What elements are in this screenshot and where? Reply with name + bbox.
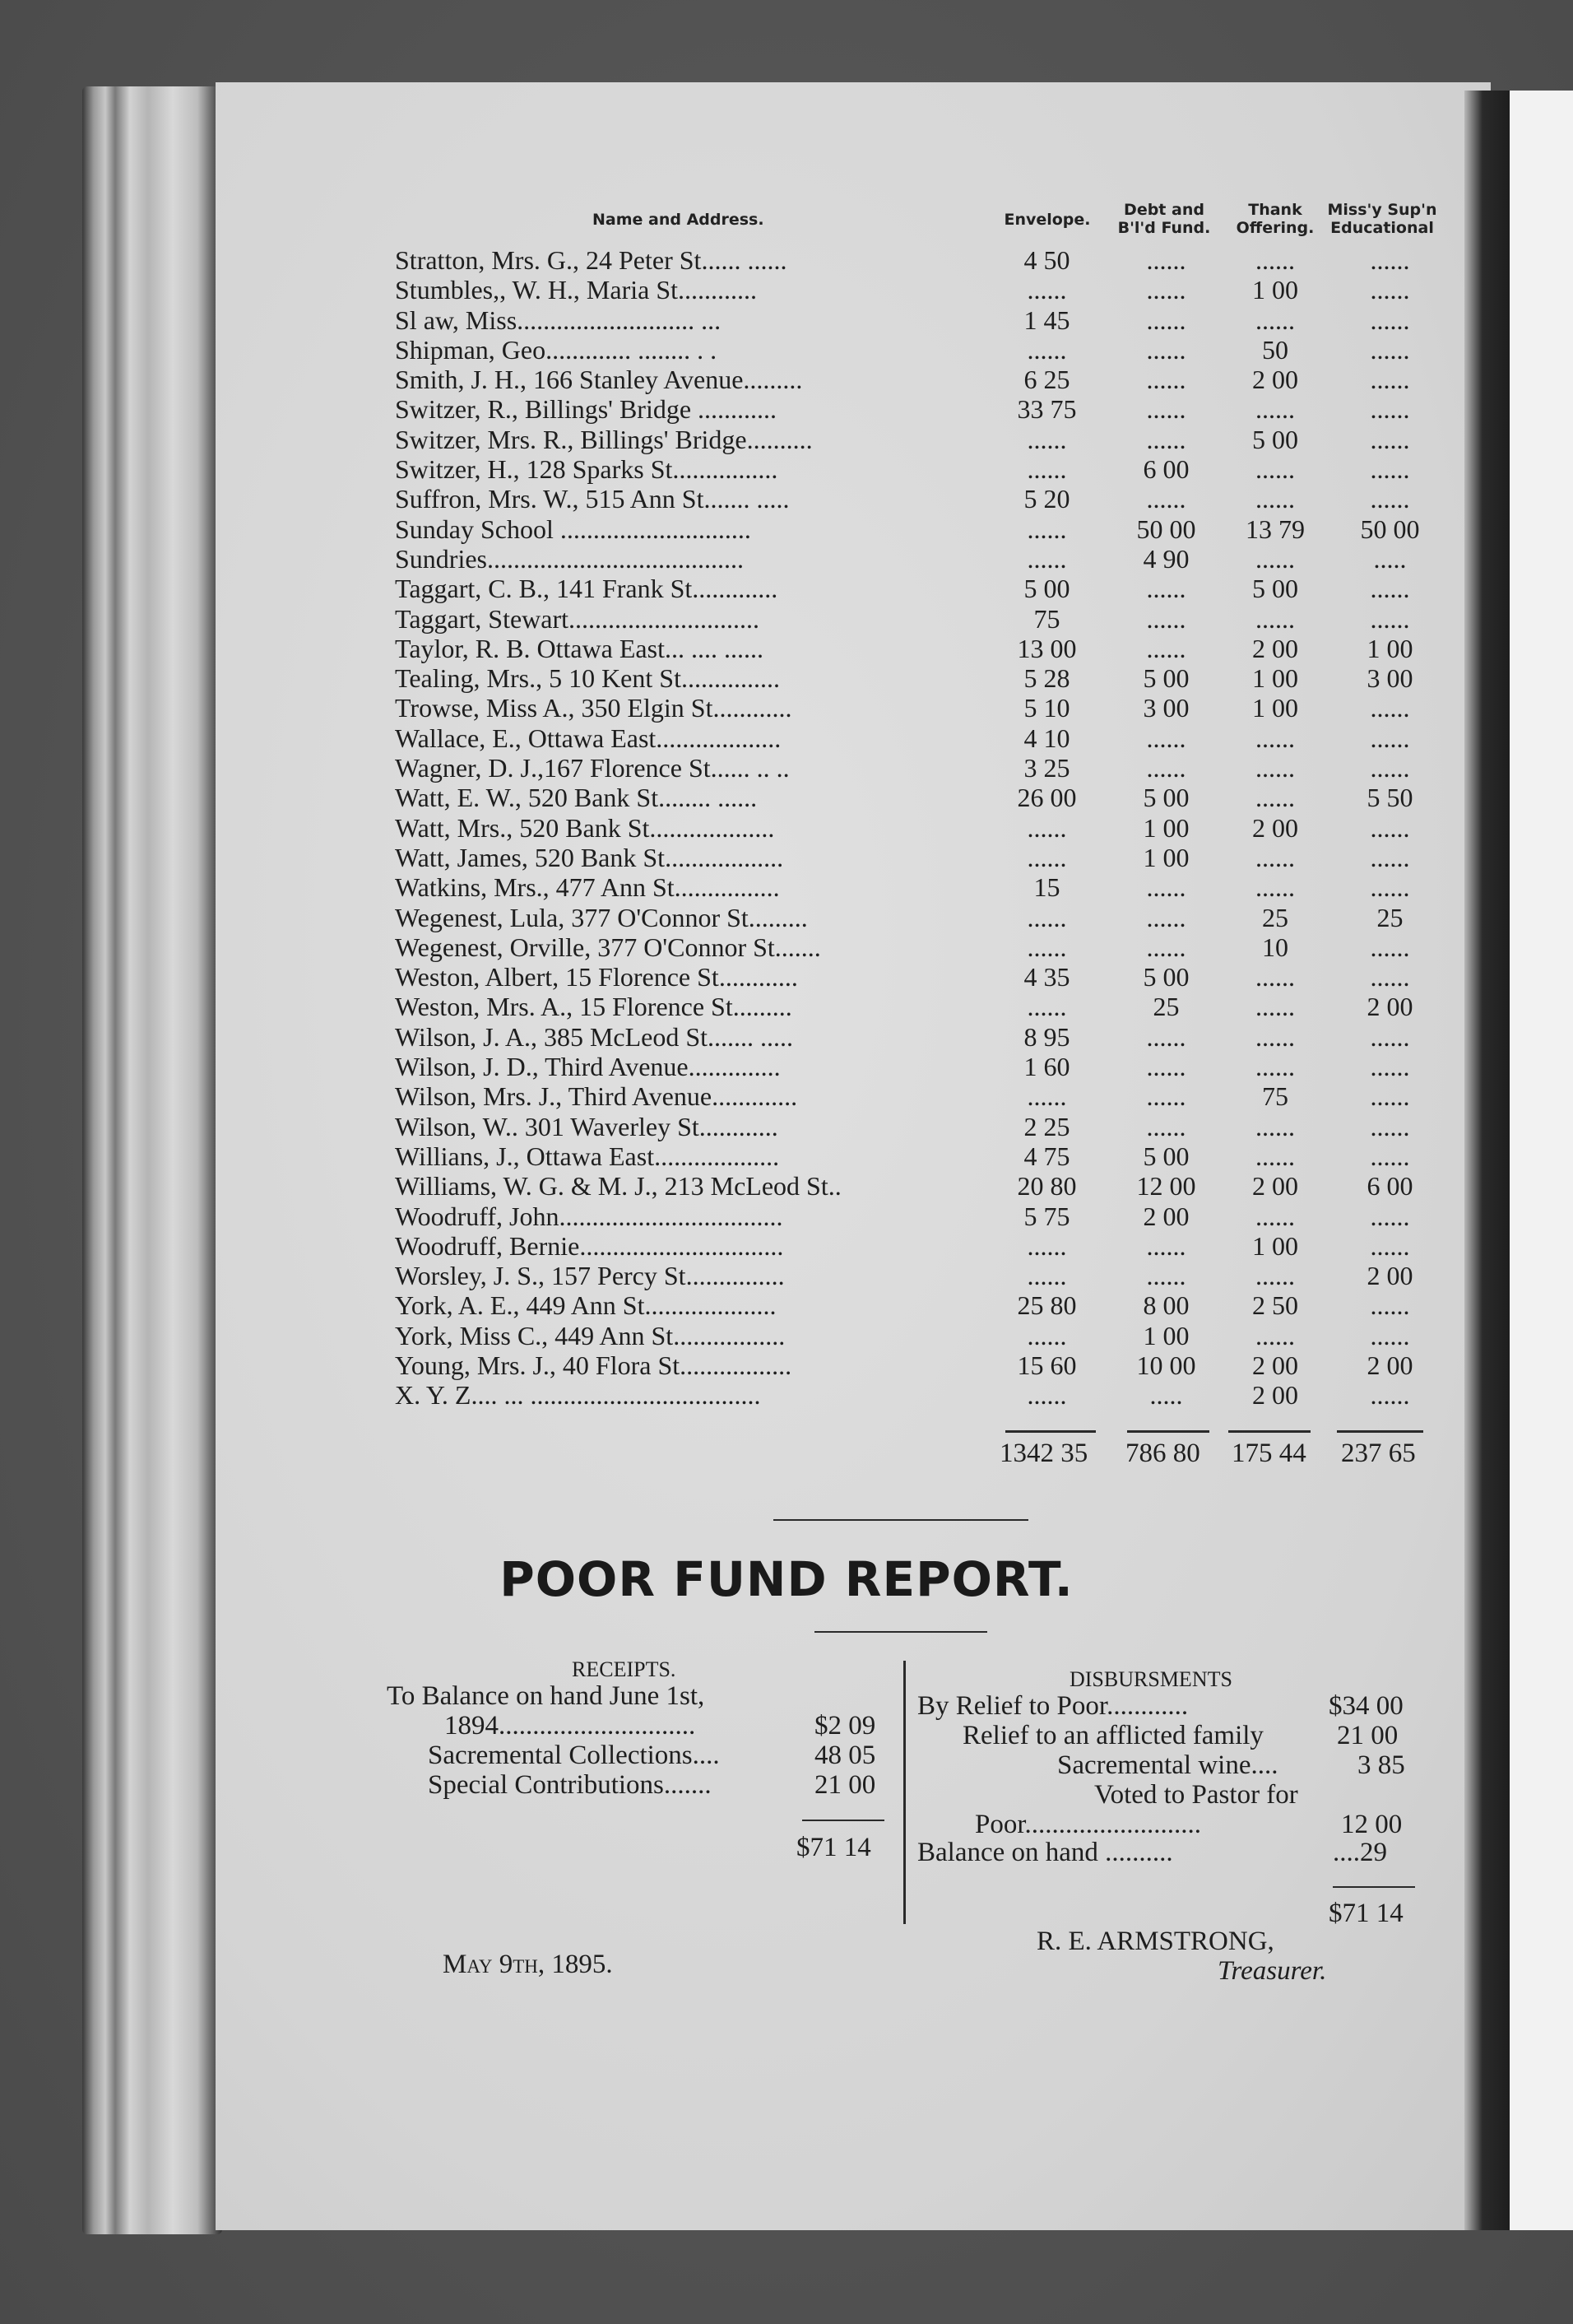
signature-name: R. E. ARMSTRONG, — [1037, 1927, 1274, 1956]
row-debt-fund: ...... — [1146, 365, 1186, 395]
table-row — [0, 693, 1481, 723]
table-row — [0, 1290, 1481, 1320]
row-thank-offering: ...... — [1255, 753, 1295, 783]
row-missionary: 6 00 — [1367, 1171, 1413, 1202]
row-thank-offering: 2 00 — [1252, 1171, 1298, 1202]
row-thank-offering: ...... — [1255, 842, 1295, 872]
table-row — [0, 454, 1481, 484]
row-debt-fund: 8 00 — [1143, 1290, 1190, 1321]
row-missionary: 5 50 — [1367, 783, 1413, 813]
table-row — [0, 992, 1481, 1021]
row-debt-fund: ...... — [1146, 1111, 1186, 1141]
row-envelope: ...... — [1027, 842, 1067, 872]
row-debt-fund: ...... — [1146, 1052, 1186, 1082]
row-missionary: ...... — [1370, 753, 1410, 783]
row-debt-fund: 5 00 — [1143, 783, 1190, 813]
row-debt-fund: 5 00 — [1143, 962, 1190, 992]
header-name-address — [592, 211, 764, 229]
row-thank-offering: 2 00 — [1252, 1350, 1298, 1380]
table-row — [0, 1171, 1481, 1201]
table-row — [0, 365, 1481, 394]
row-missionary: ...... — [1370, 1201, 1410, 1231]
row-thank-offering: ...... — [1255, 962, 1295, 992]
row-thank-offering: ...... — [1255, 603, 1295, 634]
table-row — [0, 903, 1481, 932]
table-row — [0, 1350, 1481, 1380]
row-envelope: 4 75 — [1023, 1141, 1070, 1171]
table-row — [0, 634, 1481, 663]
row-name: Wilson, J. D., Third Avenue.............. — [395, 1052, 781, 1082]
row-missionary: ...... — [1370, 334, 1410, 365]
row-envelope: 4 35 — [1023, 962, 1070, 992]
row-envelope: ...... — [1027, 454, 1067, 485]
row-name: Taggart, Stewart............................. — [395, 603, 760, 634]
receipts-line3-label: Sacremental Collections.... — [428, 1741, 720, 1770]
row-name: Woodruff, Bernie............................... — [395, 1230, 784, 1261]
row-thank-offering: ...... — [1255, 484, 1295, 514]
header-envelope — [998, 211, 1097, 229]
table-row — [0, 1141, 1481, 1171]
row-thank-offering: 25 — [1262, 902, 1288, 932]
row-name: Sunday School ............................. — [395, 514, 751, 544]
row-thank-offering: 1 00 — [1252, 1230, 1298, 1261]
row-thank-offering: 13 79 — [1246, 514, 1305, 544]
row-envelope: 8 95 — [1023, 1021, 1070, 1052]
row-envelope: 13 00 — [1017, 633, 1077, 663]
row-thank-offering: ...... — [1255, 454, 1295, 485]
row-thank-offering: 2 50 — [1252, 1290, 1298, 1321]
row-thank-offering: 2 00 — [1252, 1380, 1298, 1411]
row-debt-fund: 50 00 — [1136, 514, 1196, 544]
row-debt-fund: ...... — [1146, 424, 1186, 454]
disb-line3-amount: 3 85 — [1357, 1750, 1405, 1780]
row-thank-offering: ...... — [1255, 1201, 1295, 1231]
header-name-text: Name and Address. — [592, 211, 764, 229]
row-envelope: 5 10 — [1023, 693, 1070, 723]
row-missionary: 3 00 — [1367, 663, 1413, 694]
row-debt-fund: ...... — [1146, 304, 1186, 335]
row-envelope: ...... — [1027, 1230, 1067, 1261]
row-missionary: ...... — [1370, 275, 1410, 305]
row-envelope: 1 60 — [1023, 1052, 1070, 1082]
row-debt-fund: 10 00 — [1136, 1350, 1196, 1380]
row-name: Trowse, Miss A., 350 Elgin St............ — [395, 693, 792, 723]
row-envelope: 25 80 — [1017, 1290, 1077, 1321]
row-name: Stumbles,, W. H., Maria St............ — [395, 275, 758, 305]
row-missionary: ...... — [1370, 603, 1410, 634]
table-row — [0, 1261, 1481, 1290]
row-envelope: ...... — [1027, 543, 1067, 574]
row-debt-fund: ...... — [1146, 394, 1186, 425]
contributions-table — [0, 245, 1481, 1411]
row-missionary: ...... — [1370, 1111, 1410, 1141]
row-missionary: 50 00 — [1360, 514, 1420, 544]
row-thank-offering: ...... — [1255, 872, 1295, 903]
table-row — [0, 574, 1481, 603]
row-thank-offering: ...... — [1255, 1141, 1295, 1171]
header-envelope-text: Envelope. — [1004, 211, 1091, 229]
row-missionary: ...... — [1370, 932, 1410, 962]
table-row — [0, 753, 1481, 783]
row-thank-offering: ...... — [1255, 394, 1295, 425]
row-debt-fund: ..... — [1149, 1380, 1183, 1411]
report-column-divider — [903, 1661, 906, 1924]
row-envelope: ...... — [1027, 902, 1067, 932]
disbursements-heading: DISBURSMENTS — [1070, 1667, 1232, 1691]
row-envelope: 75 — [1033, 603, 1060, 634]
row-name: Tealing, Mrs., 5 10 Kent St............... — [395, 663, 780, 694]
row-name: Sl aw, Miss........................... ... — [395, 304, 722, 335]
row-envelope: 20 80 — [1017, 1171, 1077, 1202]
row-thank-offering: 1 00 — [1252, 275, 1298, 305]
row-missionary: 1 00 — [1367, 633, 1413, 663]
row-name: Young, Mrs. J., 40 Flora St................. — [395, 1350, 792, 1380]
row-debt-fund: ...... — [1146, 1081, 1186, 1112]
receipts-line1: To Balance on hand June 1st, — [387, 1681, 705, 1711]
row-debt-fund: ...... — [1146, 753, 1186, 783]
total-rule-thank — [1228, 1430, 1311, 1433]
row-thank-offering: ...... — [1255, 992, 1295, 1022]
disb-total-rule — [1333, 1886, 1415, 1888]
row-envelope: ...... — [1027, 812, 1067, 843]
row-name: Wilson, J. A., 385 McLeod St....... ..... — [395, 1021, 794, 1052]
row-missionary: ...... — [1370, 245, 1410, 275]
row-missionary: 2 00 — [1367, 1350, 1413, 1380]
table-row — [0, 1231, 1481, 1261]
row-missionary: ...... — [1370, 693, 1410, 723]
row-name: Williams, W. G. & M. J., 213 McLeod St.. — [395, 1171, 842, 1202]
table-row — [0, 932, 1481, 962]
table-row — [0, 484, 1481, 514]
disb-line5-label: Poor.......................... — [975, 1810, 1202, 1839]
row-thank-offering: ...... — [1255, 245, 1295, 275]
row-missionary: ...... — [1370, 1141, 1410, 1171]
row-missionary: ...... — [1370, 1081, 1410, 1112]
row-debt-fund: 25 — [1153, 992, 1180, 1022]
row-envelope: ...... — [1027, 1380, 1067, 1411]
row-envelope: 5 28 — [1023, 663, 1070, 694]
row-missionary: ...... — [1370, 424, 1410, 454]
row-name: Switzer, R., Billings' Bridge ............ — [395, 394, 777, 425]
row-name: Watt, Mrs., 520 Bank St................... — [395, 812, 775, 843]
row-thank-offering: 1 00 — [1252, 693, 1298, 723]
row-debt-fund: ...... — [1146, 633, 1186, 663]
table-row — [0, 1022, 1481, 1052]
table-row — [0, 1052, 1481, 1081]
row-envelope: ...... — [1027, 275, 1067, 305]
row-name: Shipman, Geo............. ........ . . — [395, 334, 717, 365]
row-envelope: 3 25 — [1023, 753, 1070, 783]
row-thank-offering: ...... — [1255, 723, 1295, 753]
row-envelope: ...... — [1027, 424, 1067, 454]
row-missionary: ...... — [1370, 723, 1410, 753]
row-thank-offering: 5 00 — [1252, 574, 1298, 604]
disb-line6-label: Balance on hand .......... — [917, 1838, 1173, 1867]
row-name: Suffron, Mrs. W., 515 Ann St....... ..... — [395, 484, 790, 514]
row-name: Wagner, D. J.,167 Florence St...... .. .. — [395, 753, 790, 783]
disb-line5-amount: 12 00 — [1341, 1810, 1403, 1839]
table-row — [0, 394, 1481, 424]
row-name: Stratton, Mrs. G., 24 Peter St...... ...... — [395, 245, 787, 275]
row-debt-fund: 1 00 — [1143, 1320, 1190, 1350]
row-missionary: ...... — [1370, 454, 1410, 485]
row-debt-fund: ...... — [1146, 1230, 1186, 1261]
header-thank-line1: Thank — [1248, 201, 1302, 219]
row-debt-fund: ...... — [1146, 574, 1186, 604]
row-missionary: ...... — [1370, 484, 1410, 514]
row-missionary: ...... — [1370, 962, 1410, 992]
row-thank-offering: ...... — [1255, 1320, 1295, 1350]
receipts-line4-amount: 21 00 — [814, 1770, 876, 1800]
row-envelope: ...... — [1027, 1320, 1067, 1350]
row-name: Weston, Albert, 15 Florence St............ — [395, 962, 798, 992]
row-name: Worsley, J. S., 157 Percy St............... — [395, 1261, 785, 1291]
title-underline — [814, 1631, 987, 1633]
receipts-line2-label: 1894............................. — [444, 1711, 696, 1741]
row-name: Smith, J. H., 166 Stanley Avenue......... — [395, 365, 803, 395]
header-miss-line2: Educational — [1330, 219, 1434, 237]
row-missionary: ...... — [1370, 842, 1410, 872]
disb-line2-amount: 21 00 — [1337, 1721, 1399, 1750]
row-thank-offering: ...... — [1255, 304, 1295, 335]
row-thank-offering: ...... — [1255, 543, 1295, 574]
row-name: Taggart, C. B., 141 Frank St............. — [395, 574, 778, 604]
table-row — [0, 663, 1481, 693]
header-debt-building-fund — [1107, 201, 1222, 237]
header-missionary-educational — [1320, 201, 1444, 237]
total-thank: 175 44 — [1232, 1439, 1306, 1468]
row-name: Switzer, Mrs. R., Billings' Bridge.......... — [395, 424, 813, 454]
row-missionary: ...... — [1370, 1230, 1410, 1261]
facing-page-edge — [1510, 91, 1573, 2230]
row-envelope: 26 00 — [1017, 783, 1077, 813]
header-thank-offering — [1230, 201, 1320, 237]
row-name: Watkins, Mrs., 477 Ann St................ — [395, 872, 780, 903]
row-envelope: 4 10 — [1023, 723, 1070, 753]
table-row — [0, 1081, 1481, 1111]
row-missionary: 2 00 — [1367, 992, 1413, 1022]
table-row — [0, 783, 1481, 812]
row-name: Watt, E. W., 520 Bank St........ ...... — [395, 783, 758, 813]
section-divider — [773, 1519, 1028, 1521]
total-rule-miss — [1337, 1430, 1423, 1433]
row-debt-fund: ...... — [1146, 932, 1186, 962]
header-debt-line1: Debt and — [1124, 201, 1204, 219]
row-envelope: 5 00 — [1023, 574, 1070, 604]
row-thank-offering: 2 00 — [1252, 365, 1298, 395]
row-thank-offering: 10 — [1262, 932, 1288, 962]
row-debt-fund: ...... — [1146, 334, 1186, 365]
total-debt: 786 80 — [1125, 1439, 1200, 1468]
table-row — [0, 514, 1481, 544]
total-rule-envelope — [1005, 1430, 1096, 1433]
row-debt-fund: ...... — [1146, 872, 1186, 903]
header-debt-line2: B'l'd Fund. — [1117, 219, 1211, 237]
row-envelope: 5 75 — [1023, 1201, 1070, 1231]
row-missionary: ...... — [1370, 304, 1410, 335]
row-missionary: ...... — [1370, 812, 1410, 843]
table-row — [0, 335, 1481, 365]
row-debt-fund: 1 00 — [1143, 812, 1190, 843]
table-row — [0, 1380, 1481, 1410]
row-debt-fund: ...... — [1146, 902, 1186, 932]
table-row — [0, 1202, 1481, 1231]
row-name: Wegenest, Orville, 377 O'Connor St....... — [395, 932, 821, 962]
row-envelope: 5 20 — [1023, 484, 1070, 514]
row-name: Taylor, R. B. Ottawa East... .... ...... — [395, 633, 763, 663]
table-row — [0, 1112, 1481, 1141]
signature-title: Treasurer. — [1218, 1956, 1327, 1986]
row-envelope: ...... — [1027, 932, 1067, 962]
disb-line3-label: Sacremental wine.... — [1057, 1750, 1278, 1780]
table-row — [0, 813, 1481, 843]
header-miss-line1: Miss'y Sup'n — [1327, 201, 1437, 219]
row-thank-offering: 2 00 — [1252, 633, 1298, 663]
table-row — [0, 962, 1481, 992]
receipts-line4-label: Special Contributions....... — [428, 1770, 712, 1800]
row-envelope: ...... — [1027, 1261, 1067, 1291]
row-debt-fund: ...... — [1146, 275, 1186, 305]
row-name: York, A. E., 449 Ann St.................... — [395, 1290, 777, 1321]
table-row — [0, 425, 1481, 454]
row-missionary: ...... — [1370, 365, 1410, 395]
row-thank-offering: ...... — [1255, 1111, 1295, 1141]
disb-line1-amount: $34 00 — [1329, 1691, 1404, 1721]
row-envelope: 2 25 — [1023, 1111, 1070, 1141]
row-missionary: 2 00 — [1367, 1261, 1413, 1291]
row-missionary: ...... — [1370, 1021, 1410, 1052]
row-debt-fund: 4 90 — [1143, 543, 1190, 574]
row-envelope: 4 50 — [1023, 245, 1070, 275]
row-thank-offering: ...... — [1255, 783, 1295, 813]
table-row — [0, 544, 1481, 574]
row-thank-offering: ...... — [1255, 1052, 1295, 1082]
row-envelope: 6 25 — [1023, 365, 1070, 395]
row-name: Woodruff, John.................................. — [395, 1201, 783, 1231]
total-miss: 237 65 — [1341, 1439, 1416, 1468]
row-envelope: 15 60 — [1017, 1350, 1077, 1380]
receipts-heading: RECEIPTS. — [572, 1657, 676, 1681]
row-name: X. Y. Z.... ... ................................... — [395, 1380, 761, 1411]
row-debt-fund: 5 00 — [1143, 1141, 1190, 1171]
disb-total: $71 14 — [1329, 1899, 1404, 1928]
total-rule-debt — [1127, 1430, 1209, 1433]
row-missionary: ..... — [1373, 543, 1407, 574]
row-name: Wilson, W.. 301 Waverley St............ — [395, 1111, 778, 1141]
row-name: Watt, James, 520 Bank St.................. — [395, 842, 784, 872]
table-row — [0, 1321, 1481, 1350]
table-row — [0, 305, 1481, 335]
row-debt-fund: ...... — [1146, 723, 1186, 753]
disb-line6-amount: ....29 — [1333, 1838, 1387, 1867]
row-thank-offering: ...... — [1255, 1021, 1295, 1052]
row-missionary: ...... — [1370, 872, 1410, 903]
row-envelope: ...... — [1027, 992, 1067, 1022]
row-thank-offering: ...... — [1255, 1261, 1295, 1291]
row-envelope: 33 75 — [1017, 394, 1077, 425]
table-row — [0, 723, 1481, 753]
row-missionary: ...... — [1370, 394, 1410, 425]
table-row — [0, 843, 1481, 872]
row-debt-fund: ...... — [1146, 484, 1186, 514]
table-row — [0, 245, 1481, 275]
row-name: Willians, J., Ottawa East................... — [395, 1141, 780, 1171]
poor-fund-title: POOR FUND REPORT. — [499, 1551, 1074, 1607]
receipts-total: $71 14 — [796, 1833, 871, 1862]
row-name: Weston, Mrs. A., 15 Florence St......... — [395, 992, 792, 1022]
report-date: May 9th, 1895. — [443, 1950, 613, 1979]
disb-line2-label: Relief to an afflicted family — [963, 1721, 1264, 1750]
row-missionary: 25 — [1376, 902, 1404, 932]
row-name: Wegenest, Lula, 377 O'Connor St......... — [395, 902, 808, 932]
row-name: Wilson, Mrs. J., Third Avenue............. — [395, 1081, 798, 1112]
row-thank-offering: 50 — [1262, 334, 1288, 365]
row-debt-fund: 1 00 — [1143, 842, 1190, 872]
row-thank-offering: 75 — [1262, 1081, 1288, 1112]
receipts-line3-amount: 48 05 — [814, 1741, 876, 1770]
table-row — [0, 872, 1481, 902]
total-envelope: 1342 35 — [1000, 1439, 1088, 1468]
row-debt-fund: 6 00 — [1143, 454, 1190, 485]
row-missionary: ...... — [1370, 1052, 1410, 1082]
row-debt-fund: ...... — [1146, 603, 1186, 634]
table-row — [0, 275, 1481, 304]
row-debt-fund: 5 00 — [1143, 663, 1190, 694]
row-thank-offering: 5 00 — [1252, 424, 1298, 454]
row-name: Wallace, E., Ottawa East................... — [395, 723, 782, 753]
row-debt-fund: 3 00 — [1143, 693, 1190, 723]
row-debt-fund: ...... — [1146, 245, 1186, 275]
receipts-total-rule — [802, 1820, 884, 1821]
row-debt-fund: ...... — [1146, 1261, 1186, 1291]
row-debt-fund: 12 00 — [1136, 1171, 1196, 1202]
row-envelope: ...... — [1027, 1081, 1067, 1112]
row-missionary: ...... — [1370, 1380, 1410, 1411]
row-envelope: ...... — [1027, 514, 1067, 544]
disb-line1-label: By Relief to Poor............ — [917, 1691, 1189, 1721]
row-missionary: ...... — [1370, 1290, 1410, 1321]
row-envelope: 1 45 — [1023, 304, 1070, 335]
row-envelope: ...... — [1027, 334, 1067, 365]
row-missionary: ...... — [1370, 574, 1410, 604]
row-name: York, Miss C., 449 Ann St................. — [395, 1320, 786, 1350]
row-name: Switzer, H., 128 Sparks St................ — [395, 454, 778, 485]
row-thank-offering: 1 00 — [1252, 663, 1298, 694]
row-name: Sundries....................................... — [395, 543, 744, 574]
disb-line4-label: Voted to Pastor for — [1094, 1780, 1298, 1810]
header-thank-line2: Offering. — [1236, 219, 1315, 237]
row-missionary: ...... — [1370, 1320, 1410, 1350]
receipts-line2-amount: $2 09 — [814, 1711, 876, 1741]
row-debt-fund: 2 00 — [1143, 1201, 1190, 1231]
table-row — [0, 604, 1481, 634]
row-envelope: 15 — [1033, 872, 1060, 903]
row-thank-offering: 2 00 — [1252, 812, 1298, 843]
row-debt-fund: ...... — [1146, 1021, 1186, 1052]
